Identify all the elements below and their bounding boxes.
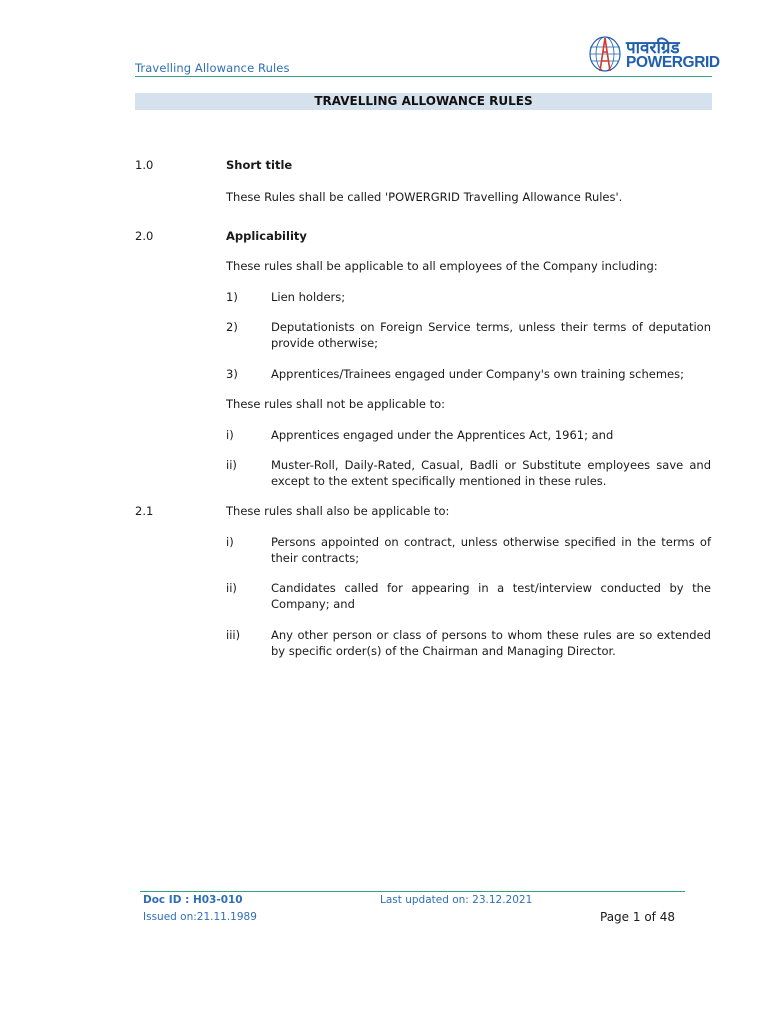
- list-item: Lien holders;: [271, 290, 346, 304]
- list-item: Deputationists on Foreign Service terms, unless their terms of deputation provide otherwise;: [271, 320, 711, 350]
- list-item: Persons appointed on contract, unless otherwise specified in the terms of their contracts;: [271, 535, 711, 565]
- list-marker: iii): [226, 628, 241, 642]
- logo-english-text: POWERGRID: [626, 54, 720, 71]
- logo-hindi-text: पावरग्रिड: [626, 38, 680, 58]
- list-marker: i): [226, 428, 234, 442]
- list-item: Candidates called for appearing in a test/interview conducted by the Company; and: [271, 581, 711, 611]
- list-marker: 1): [226, 290, 238, 304]
- footer-issued-on: Issued on:21.11.1989: [143, 911, 257, 923]
- header-divider: [135, 76, 712, 77]
- list-marker: ii): [226, 458, 237, 472]
- powergrid-logo: [588, 34, 720, 74]
- list-item: Apprentices engaged under the Apprentices Act, 1961; and: [271, 428, 614, 442]
- header-title: Travelling Allowance Rules: [135, 61, 290, 75]
- footer-last-updated: Last updated on: 23.12.2021: [380, 894, 533, 906]
- list-item: Apprentices/Trainees engaged under Company's own training schemes;: [271, 367, 684, 381]
- section-heading: Applicability: [226, 229, 307, 243]
- section-number: 2.1: [135, 504, 154, 518]
- section-heading: Short title: [226, 158, 293, 172]
- list-item: Muster-Roll, Daily-Rated, Casual, Badli or Substitute employees save and except to the extent specifically mentioned in these rules.: [271, 458, 711, 488]
- globe-tower-icon: [588, 34, 624, 74]
- paragraph: These rules shall also be applicable to:: [226, 504, 450, 518]
- page-number: Page 1 of 48: [600, 910, 675, 924]
- list-marker: ii): [226, 581, 237, 595]
- paragraph: These Rules shall be called 'POWERGRID Travelling Allowance Rules'.: [226, 190, 623, 204]
- paragraph: These rules shall not be applicable to:: [226, 397, 445, 411]
- section-number: 2.0: [135, 229, 154, 243]
- footer-doc-id: Doc ID : H03-010: [143, 894, 243, 906]
- section-number: 1.0: [135, 158, 154, 172]
- list-marker: 2): [226, 320, 238, 334]
- list-item: Any other person or class of persons to whom these rules are so extended by specific order(s) of the Chairman and Managing Director.: [271, 628, 711, 658]
- document-title-banner: TRAVELLING ALLOWANCE RULES: [135, 93, 712, 110]
- paragraph: These rules shall be applicable to all employees of the Company including:: [226, 259, 658, 273]
- list-marker: 3): [226, 367, 238, 381]
- list-marker: i): [226, 535, 234, 549]
- footer-divider: [140, 891, 685, 892]
